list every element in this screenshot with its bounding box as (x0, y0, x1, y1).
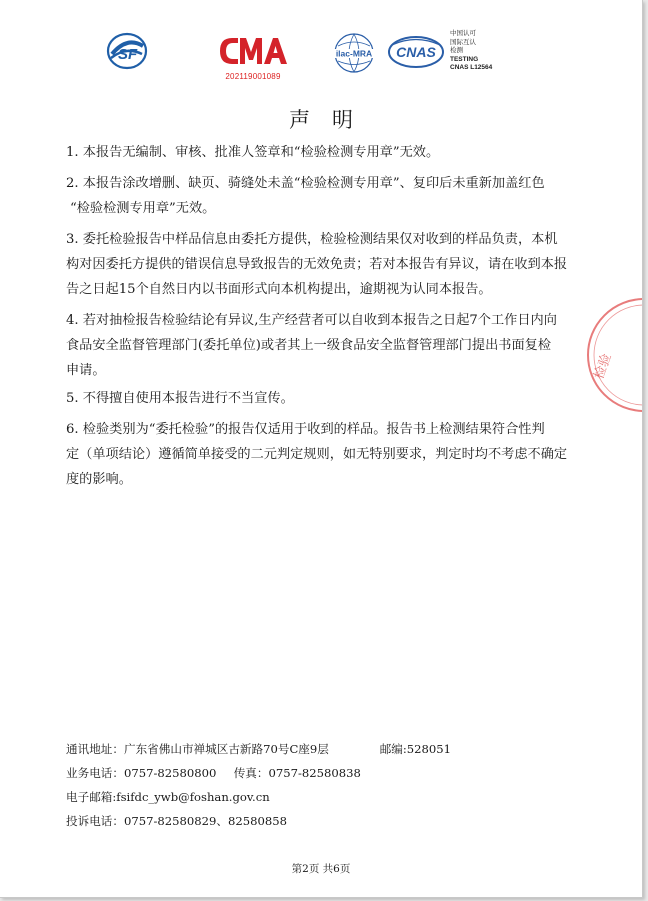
cnas-logo-icon (388, 36, 444, 68)
declaration-line: 申请。 (66, 363, 106, 378)
declaration-line: 3. 委托检验报告中样品信息由委托方提供，检验检测结果仅对收到的样品负责，本机 (66, 232, 558, 247)
declaration-line: 1. 本报告无编制、审核、批准人签章和“检验检测专用章”无效。 (66, 145, 440, 160)
declaration-item (66, 140, 586, 165)
svg-text:CNAS: CNAS (396, 44, 436, 60)
page-title: 声明 (289, 108, 375, 132)
cma-certificate-number: 202119001089 (225, 72, 281, 81)
declaration-line: 构对因委托方提供的错误信息导致报告的无效免责；若对本报告有异议，请在收到本报 (66, 257, 568, 272)
declaration-line: 6. 检验类别为“委托检验”的报告仅适用于收到的样品。报告书上检测结果符合性判 (66, 422, 545, 437)
cnas-line: 国际互认 (450, 38, 476, 46)
cnas-accreditation-text (450, 30, 492, 73)
seal-stamp-icon (582, 290, 643, 420)
contact-phone-row (66, 765, 361, 781)
declaration-item (66, 171, 586, 221)
postcode: 邮编:528051 (379, 742, 452, 756)
declaration-item (66, 227, 586, 302)
ilac-mra-logo-icon (330, 32, 378, 74)
declaration-item (66, 308, 586, 383)
business-phone: 业务电话：0757-82580800 (66, 766, 217, 780)
declaration-item (66, 386, 586, 411)
svg-text:SF: SF (118, 46, 138, 63)
declaration-line: 食品安全监督管理部门(委托单位)或者其上一级食品安全监督管理部门提出书面复检 (66, 338, 552, 353)
declaration-line: 2. 本报告涂改增删、缺页、骑缝处未盖“检验检测专用章”、复印后未重新加盖红色 (66, 176, 545, 191)
complaint-phone: 投诉电话：0757-82580829、82580858 (66, 814, 288, 828)
declaration-line: “检验检测专用章”无效。 (70, 201, 216, 216)
address: 通讯地址：广东省佛山市禅城区古新路70号C座9层 (66, 742, 329, 756)
cnas-line: 中国认可 (450, 30, 476, 37)
sf-logo-icon (106, 32, 148, 70)
cma-logo-icon (218, 34, 288, 68)
declaration-line: 告之日起15个自然日内以书面形式向本机构提出，逾期视为认同本报告。 (66, 282, 492, 297)
page-indicator: 第2页 共6页 (291, 863, 351, 875)
fax: 传真：0757-82580838 (233, 766, 361, 780)
seal-stamp-text: 检验 (591, 351, 615, 382)
declaration-line: 定（单项结论）遵循简单接受的二元判定规则，如无特别要求，判定时均不考虑不确定 (66, 447, 568, 462)
cnas-line: TESTING (450, 55, 479, 63)
declaration-item (66, 417, 586, 492)
contact-address-row (66, 741, 451, 757)
declaration-line: 4. 若对抽检报告检验结论有异议,生产经营者可以自收到本报告之日起7个工作日内向 (66, 313, 557, 328)
cnas-line: CNAS L12564 (450, 64, 493, 72)
svg-text:ilac-MRA: ilac-MRA (335, 48, 373, 59)
email: 电子邮箱:fsifdc_ywb@foshan.gov.cn (66, 790, 270, 804)
declaration-line: 度的影响。 (66, 472, 132, 487)
declaration-line: 5. 不得擅自使用本报告进行不当宣传。 (66, 391, 294, 406)
cnas-line: 检测 (450, 47, 463, 55)
header-logos (0, 28, 642, 88)
